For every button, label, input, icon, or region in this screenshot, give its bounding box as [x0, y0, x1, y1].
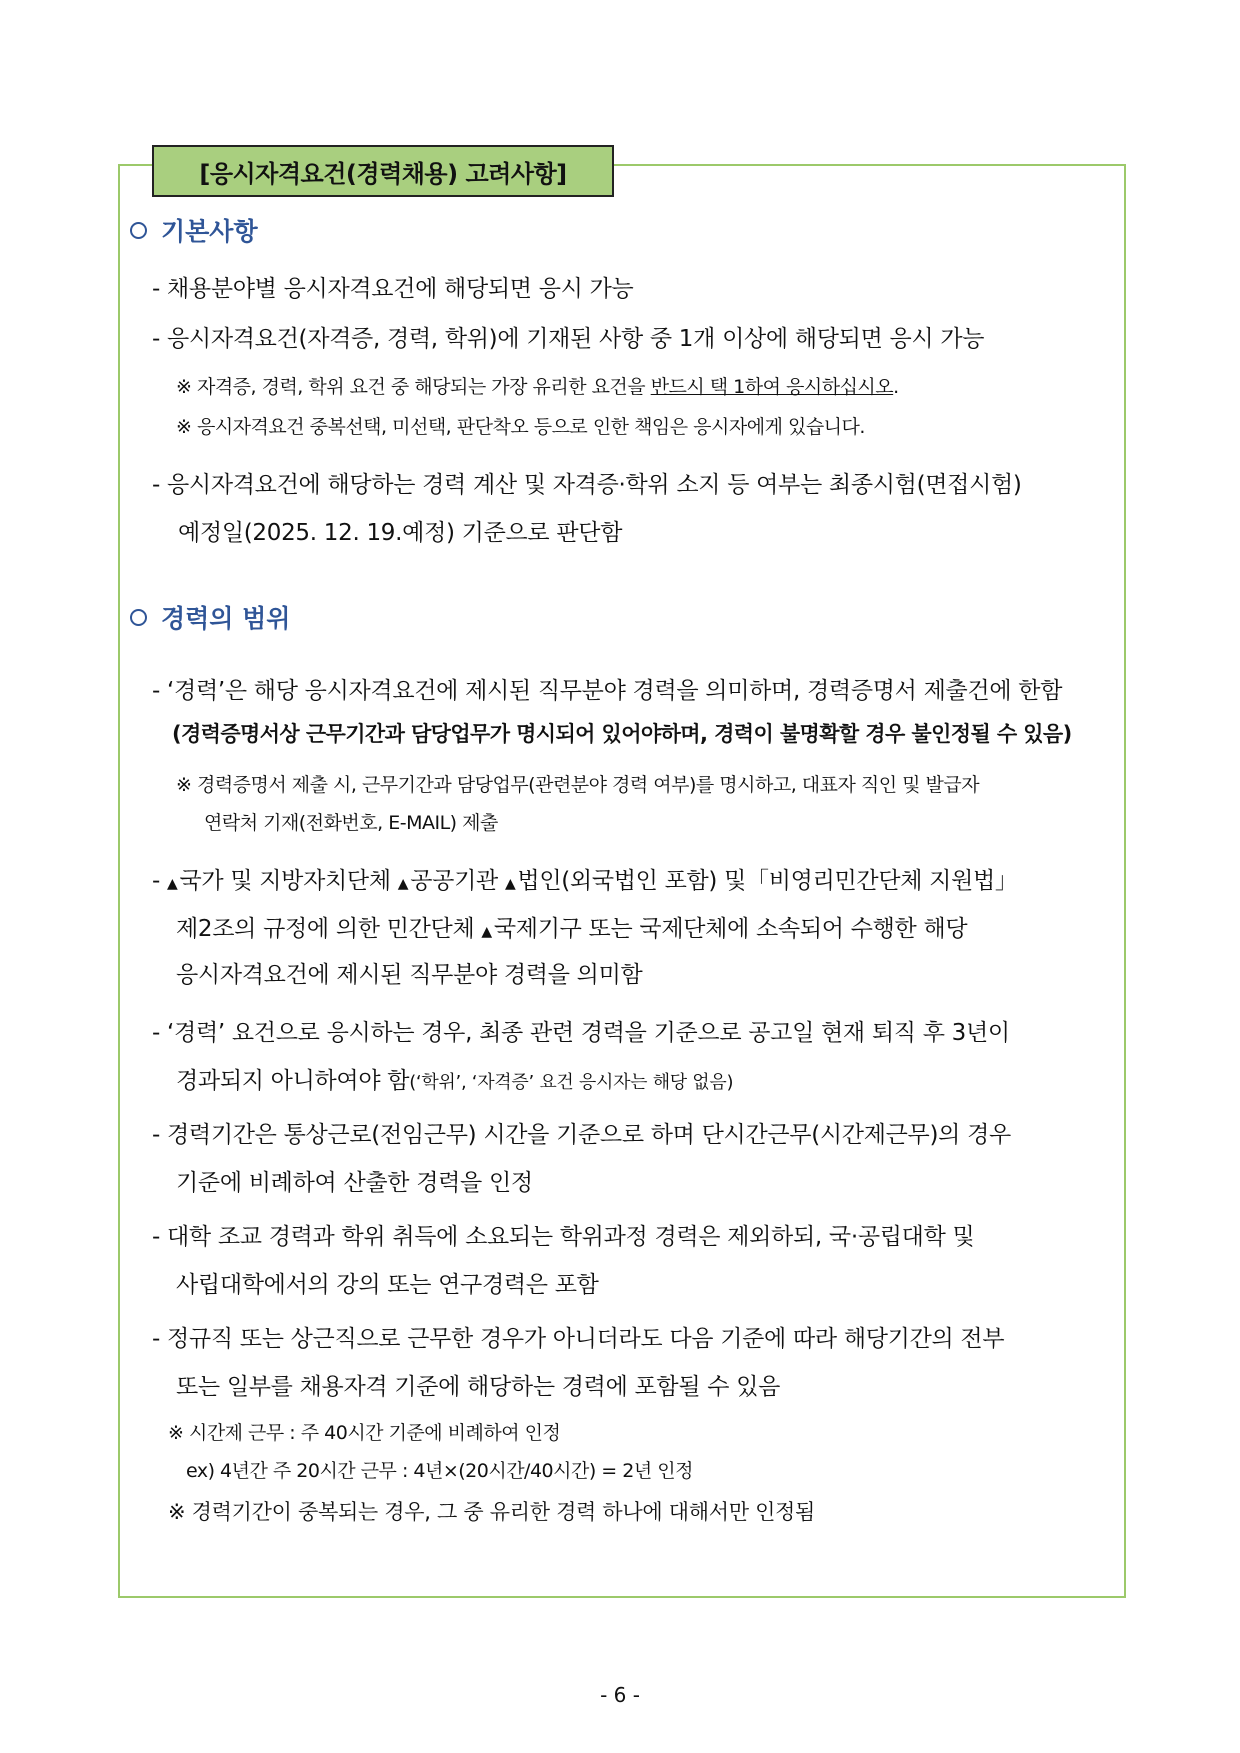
career-line-2a-part1: 국가 및 지방자치단체 [179, 868, 398, 894]
career-note-4: ※ 경력기간이 중복되는 경우, 그 중 유리한 경력 하나에 대해서만 인정됨 [168, 1500, 816, 1524]
career-line-2b-part2: 국제기구 또는 국제단체에 소속되어 수행한 해당 [493, 916, 968, 942]
career-line-1a: - ‘경력’은 해당 응시자격요건에 제시된 직무분야 경력을 의미하며, 경력증명서 제출건에 한함 [152, 678, 1063, 704]
triangle-bullet-icon: ▲ [167, 876, 178, 892]
career-line-3b-main: 경과되지 아니하여야 함 [176, 1068, 410, 1094]
basic-note-2: ※ 응시자격요건 중복선택, 미선택, 판단착오 등으로 인한 책임은 응시자에게 있습니다. [176, 416, 865, 438]
basic-note-1-underline: 반드시 택 1하여 응시하십시오 [650, 376, 894, 398]
career-line-2a [152, 862, 1018, 895]
section-title-career-label: 경력의 범위 [161, 604, 291, 633]
career-line-2a-part2: 공공기관 [410, 868, 505, 894]
career-line-2b-part1: 제2조의 규정에 의한 민간단체 [176, 916, 482, 942]
career-line-1b: (경력증명서상 근무기간과 담당업무가 명시되어 있어야하며, 경력이 불명확할 경우 불인정될 수 있음) [172, 722, 1072, 746]
career-line-3a: - ‘경력’ 요건으로 응시하는 경우, 최종 관련 경력을 기준으로 공고일 현재 퇴직 후 3년이 [152, 1020, 1010, 1046]
career-note-3: ex) 4년간 주 20시간 근무 : 4년×(20시간/40시간) = 2년 인정 [186, 1460, 693, 1482]
basic-note-1-post: . [893, 376, 899, 398]
circle-bullet-icon [130, 222, 147, 239]
career-note-2: ※ 시간제 근무 : 주 40시간 기준에 비례하여 인정 [168, 1422, 561, 1444]
basic-line-3b: 예정일(2025. 12. 19.예정) 기준으로 판단함 [178, 520, 623, 546]
career-line-2b [176, 910, 967, 943]
career-line-5b: 사립대학에서의 강의 또는 연구경력은 포함 [176, 1272, 599, 1298]
section-title-basic-label: 기본사항 [161, 217, 258, 246]
section-title-basic [130, 212, 258, 248]
basic-line-2: - 응시자격요건(자격증, 경력, 학위)에 기재된 사항 중 1개 이상에 해당되면 응시 가능 [152, 326, 985, 352]
career-line-2a-dash: - [152, 868, 168, 894]
career-line-3b-small: (‘학위’, ‘자격증’ 요건 응시자는 해당 없음) [409, 1072, 734, 1093]
career-note-1b: 연락처 기재(전화번호, E-MAIL) 제출 [204, 812, 498, 834]
box-title: [응시자격요건(경력채용) 고려사항] [152, 145, 614, 197]
career-note-1a: ※ 경력증명서 제출 시, 근무기간과 담당업무(관련분야 경력 여부)를 명시하고, 대표자 직인 및 발급자 [176, 774, 980, 796]
career-line-4a: - 경력기간은 통상근로(전임근무) 시간을 기준으로 하며 단시간근무(시간제근무)의 경우 [152, 1122, 1011, 1148]
basic-line-1: - 채용분야별 응시자격요건에 해당되면 응시 가능 [152, 276, 634, 302]
section-title-career [130, 599, 290, 635]
triangle-bullet-icon: ▲ [481, 924, 492, 940]
career-line-6a: - 정규직 또는 상근직으로 근무한 경우가 아니더라도 다음 기준에 따라 해당기간의 전부 [152, 1326, 1005, 1352]
career-line-6b: 또는 일부를 채용자격 기준에 해당하는 경력에 포함될 수 있음 [176, 1374, 781, 1400]
circle-bullet-icon [130, 609, 147, 626]
basic-note-1-pre: ※ 자격증, 경력, 학위 요건 중 해당되는 가장 유리한 요건을 [176, 376, 651, 398]
career-line-5a: - 대학 조교 경력과 학위 취득에 소요되는 학위과정 경력은 제외하되, 국·공립대학 및 [152, 1224, 975, 1250]
career-line-2a-part3: 법인(외국법인 포함) 및「비영리민간단체 지원법」 [517, 868, 1018, 894]
triangle-bullet-icon: ▲ [504, 876, 516, 892]
career-line-4b: 기준에 비례하여 산출한 경력을 인정 [176, 1170, 533, 1196]
page-number: - 6 - [600, 1683, 640, 1707]
triangle-bullet-icon: ▲ [397, 876, 409, 892]
career-line-2c: 응시자격요건에 제시된 직무분야 경력을 의미함 [176, 962, 643, 988]
basic-line-3a: - 응시자격요건에 해당하는 경력 계산 및 자격증·학위 소지 등 여부는 최종시험(면접시험) [152, 472, 1022, 498]
career-line-3b [176, 1062, 733, 1095]
basic-note-1 [176, 372, 899, 399]
